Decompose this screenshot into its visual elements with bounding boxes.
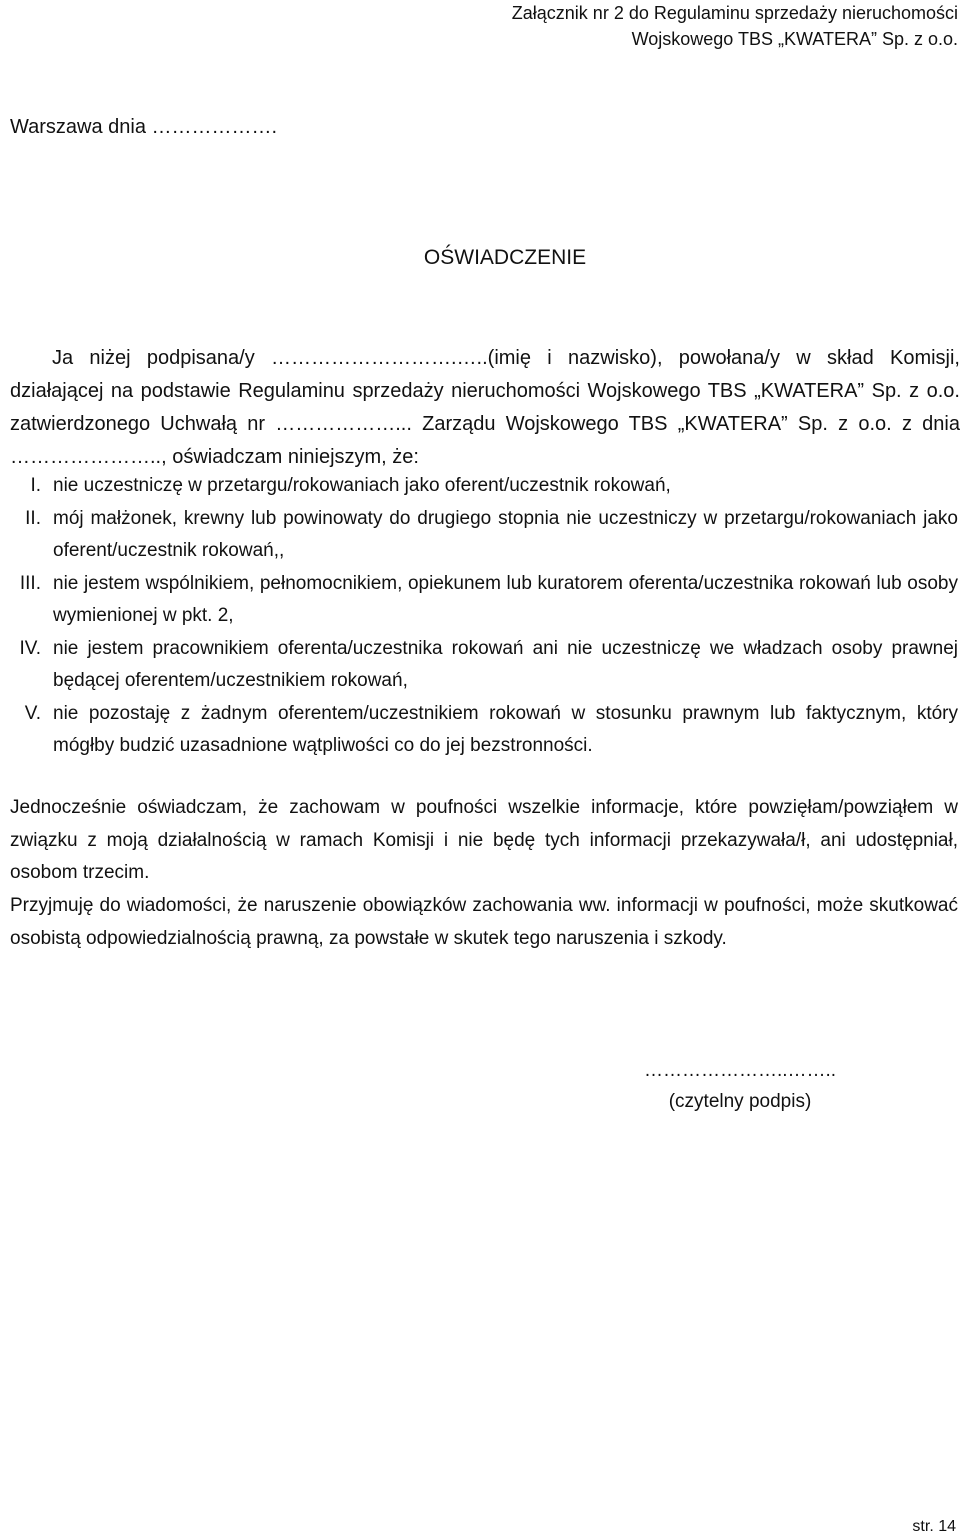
page-number: str. 14 (912, 1518, 956, 1535)
liability-paragraph: Przyjmuję do wiadomości, że naruszenie obowiązków zachowania ww. informacji w poufności, może skutkować osobistą odpowiedzialnością prawną, za powstałe w skutek tego naruszenia i szkody. (10, 895, 958, 949)
declaration-item-2 (0, 503, 960, 568)
declarations-list (0, 470, 960, 763)
declaration-text: nie pozostaję z żadnym oferentem/uczestnikiem rokowań w stosunku prawnym lub faktycznym, który mógłby budzić uzasadnione wątpliwości co do jej bezstronności. (53, 702, 958, 756)
declaration-number: III. (19, 572, 41, 594)
declaration-item-3 (0, 568, 960, 633)
intro-line-2: działającej na podstawie Regulaminu sprzedaży nieruchomości Wojskowego TBS „KWATERA” Sp. z o.o. (10, 380, 960, 402)
signature-label: (czytelny podpis) (668, 1091, 812, 1112)
declaration-number: I. (30, 475, 41, 496)
intro-paragraph (10, 342, 960, 474)
declaration-text: nie jestem pracownikiem oferenta/uczestnika rokowań ani nie uczestniczę we władzach osoby prawnej będącej oferentem/uczestnikiem rokowań, (53, 637, 958, 691)
declaration-text: nie uczestniczę w przetargu/rokowaniach jako oferent/uczestnik rokowań, (53, 475, 671, 496)
intro-line-3: zatwierdzonego Uchwałą nr ………………... Zarządu Wojskowego TBS „KWATERA” Sp. z o.o. z dnia (10, 413, 960, 435)
intro-line-1: Ja niżej podpisana/y ……………………….…..(imię i nazwisko), powołana/y w skład Komisji, (52, 347, 960, 369)
date-line: Warszawa dnia ………………. (10, 116, 278, 138)
declaration-number: II. (25, 507, 41, 529)
signature-line: …………………..…….. (643, 1060, 837, 1081)
declaration-item-4 (0, 633, 960, 698)
intro-line-4: ………………….., oświadczam niniejszym, że: (10, 446, 419, 468)
declaration-number: V. (24, 702, 41, 724)
declaration-item-1 (0, 470, 960, 503)
header-line-1: Załącznik nr 2 do Regulaminu sprzedaży nieruchomości (511, 3, 958, 23)
declaration-text: nie jestem wspólnikiem, pełnomocnikiem, opiekunem lub kuratorem oferenta/uczestnika rokowań lub osoby wymienionej w pkt. 2, (53, 572, 958, 626)
declaration-number: IV. (19, 637, 41, 659)
declaration-text: mój małżonek, krewny lub powinowaty do drugiego stopnia nie uczestniczy w przetargu/rokowaniach jako oferent/uczestnik rokowań,, (53, 507, 958, 561)
signature-block (620, 1055, 860, 1117)
document-header (258, 0, 958, 52)
declaration-item-5 (0, 698, 960, 763)
header-line-2: Wojskowego TBS „KWATERA” Sp. z o.o. (631, 29, 958, 49)
confidentiality-paragraph: Jednocześnie oświadczam, że zachowam w poufności wszelkie informacje, które powzięłam/powziąłem w związku z moją działalnością w ramach Komisji i nie będę tych informacji przekazywała/ł, ani udostępniał, osobom trzecim. (10, 797, 958, 883)
document-title: OŚWIADCZENIE (423, 246, 587, 269)
